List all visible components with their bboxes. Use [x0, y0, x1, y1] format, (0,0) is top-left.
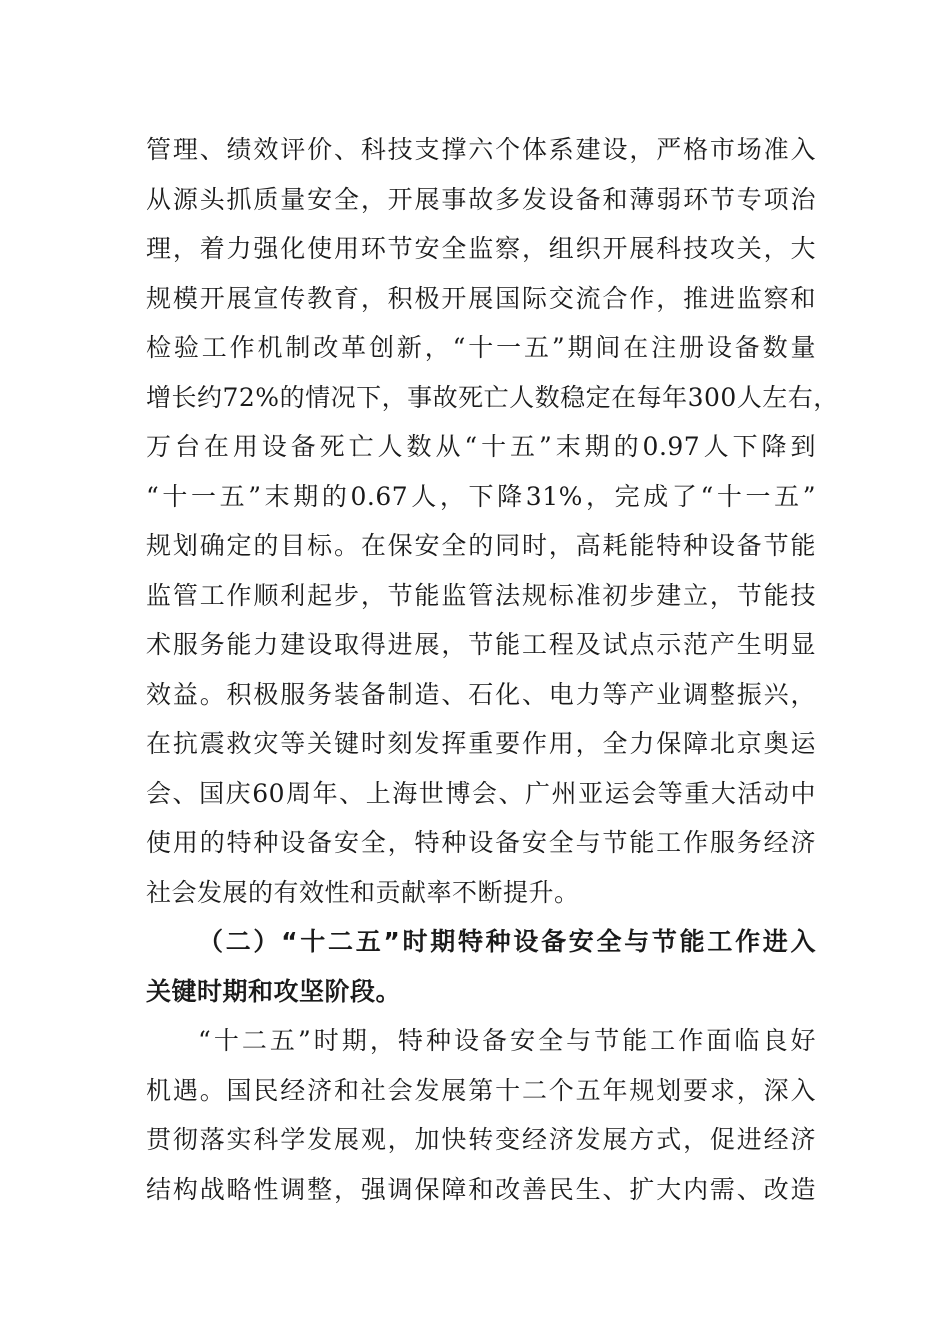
paragraph-line: 管理、绩效评价、科技支撑六个体系建设，严格市场准入 — [146, 135, 816, 164]
paragraph-line: 贯彻落实科学发展观，加快转变经济发展方式，促进经济 — [146, 1125, 816, 1154]
paragraph-line: 使用的特种设备安全，特种设备安全与节能工作服务经济 — [146, 828, 816, 857]
paragraph-line: 效益。积极服务装备制造、石化、电力等产业调整振兴， — [146, 679, 816, 709]
section-heading-line: 关键时期和攻坚阶段。 — [146, 976, 402, 1006]
paragraph-line: 监管工作顺利起步，节能监管法规标准初步建立，节能技 — [146, 580, 816, 610]
paragraph-line: “十一五”末期的0.67人，下降31%，完成了“十一五” — [146, 481, 816, 511]
paragraph-line: 术服务能力建设取得进展，节能工程及试点示范产生明显 — [146, 630, 816, 659]
paragraph-line: 检验工作机制改革创新，“十一五”期间在注册设备数量 — [146, 333, 816, 362]
paragraph-line: 万台在用设备死亡人数从“十五”末期的0.97人下降到 — [146, 432, 816, 461]
section-heading-line: （二）“十二五”时期特种设备安全与节能工作进入 — [198, 927, 816, 956]
paragraph-line: 在抗震救灾等关键时刻发挥重要作用，全力保障北京奥运 — [146, 729, 816, 758]
paragraph-line: 会、国庆60周年、上海世博会、广州亚运会等重大活动中 — [146, 778, 816, 808]
paragraph-line: 结构战略性调整，强调保障和改善民生、扩大内需、改造 — [146, 1174, 816, 1204]
paragraph-line: 规划确定的目标。在保安全的同时，高耗能特种设备节能 — [146, 531, 816, 560]
paragraph-line: “十二五”时期，特种设备安全与节能工作面临良好 — [198, 1026, 816, 1055]
paragraph-line: 社会发展的有效性和贡献率不断提升。 — [146, 877, 580, 907]
paragraph-line: 规模开展宣传教育，积极开展国际交流合作，推进监察和 — [146, 283, 816, 313]
paragraph-line: 从源头抓质量安全，开展事故多发设备和薄弱环节专项治 — [146, 184, 816, 214]
paragraph-line: 增长约72%的情况下，事故死亡人数稳定在每年300人左右， — [146, 382, 839, 412]
paragraph-line: 理，着力强化使用环节安全监察，组织开展科技攻关，大 — [146, 234, 816, 263]
paragraph-line: 机遇。国民经济和社会发展第十二个五年规划要求，深入 — [146, 1075, 816, 1105]
